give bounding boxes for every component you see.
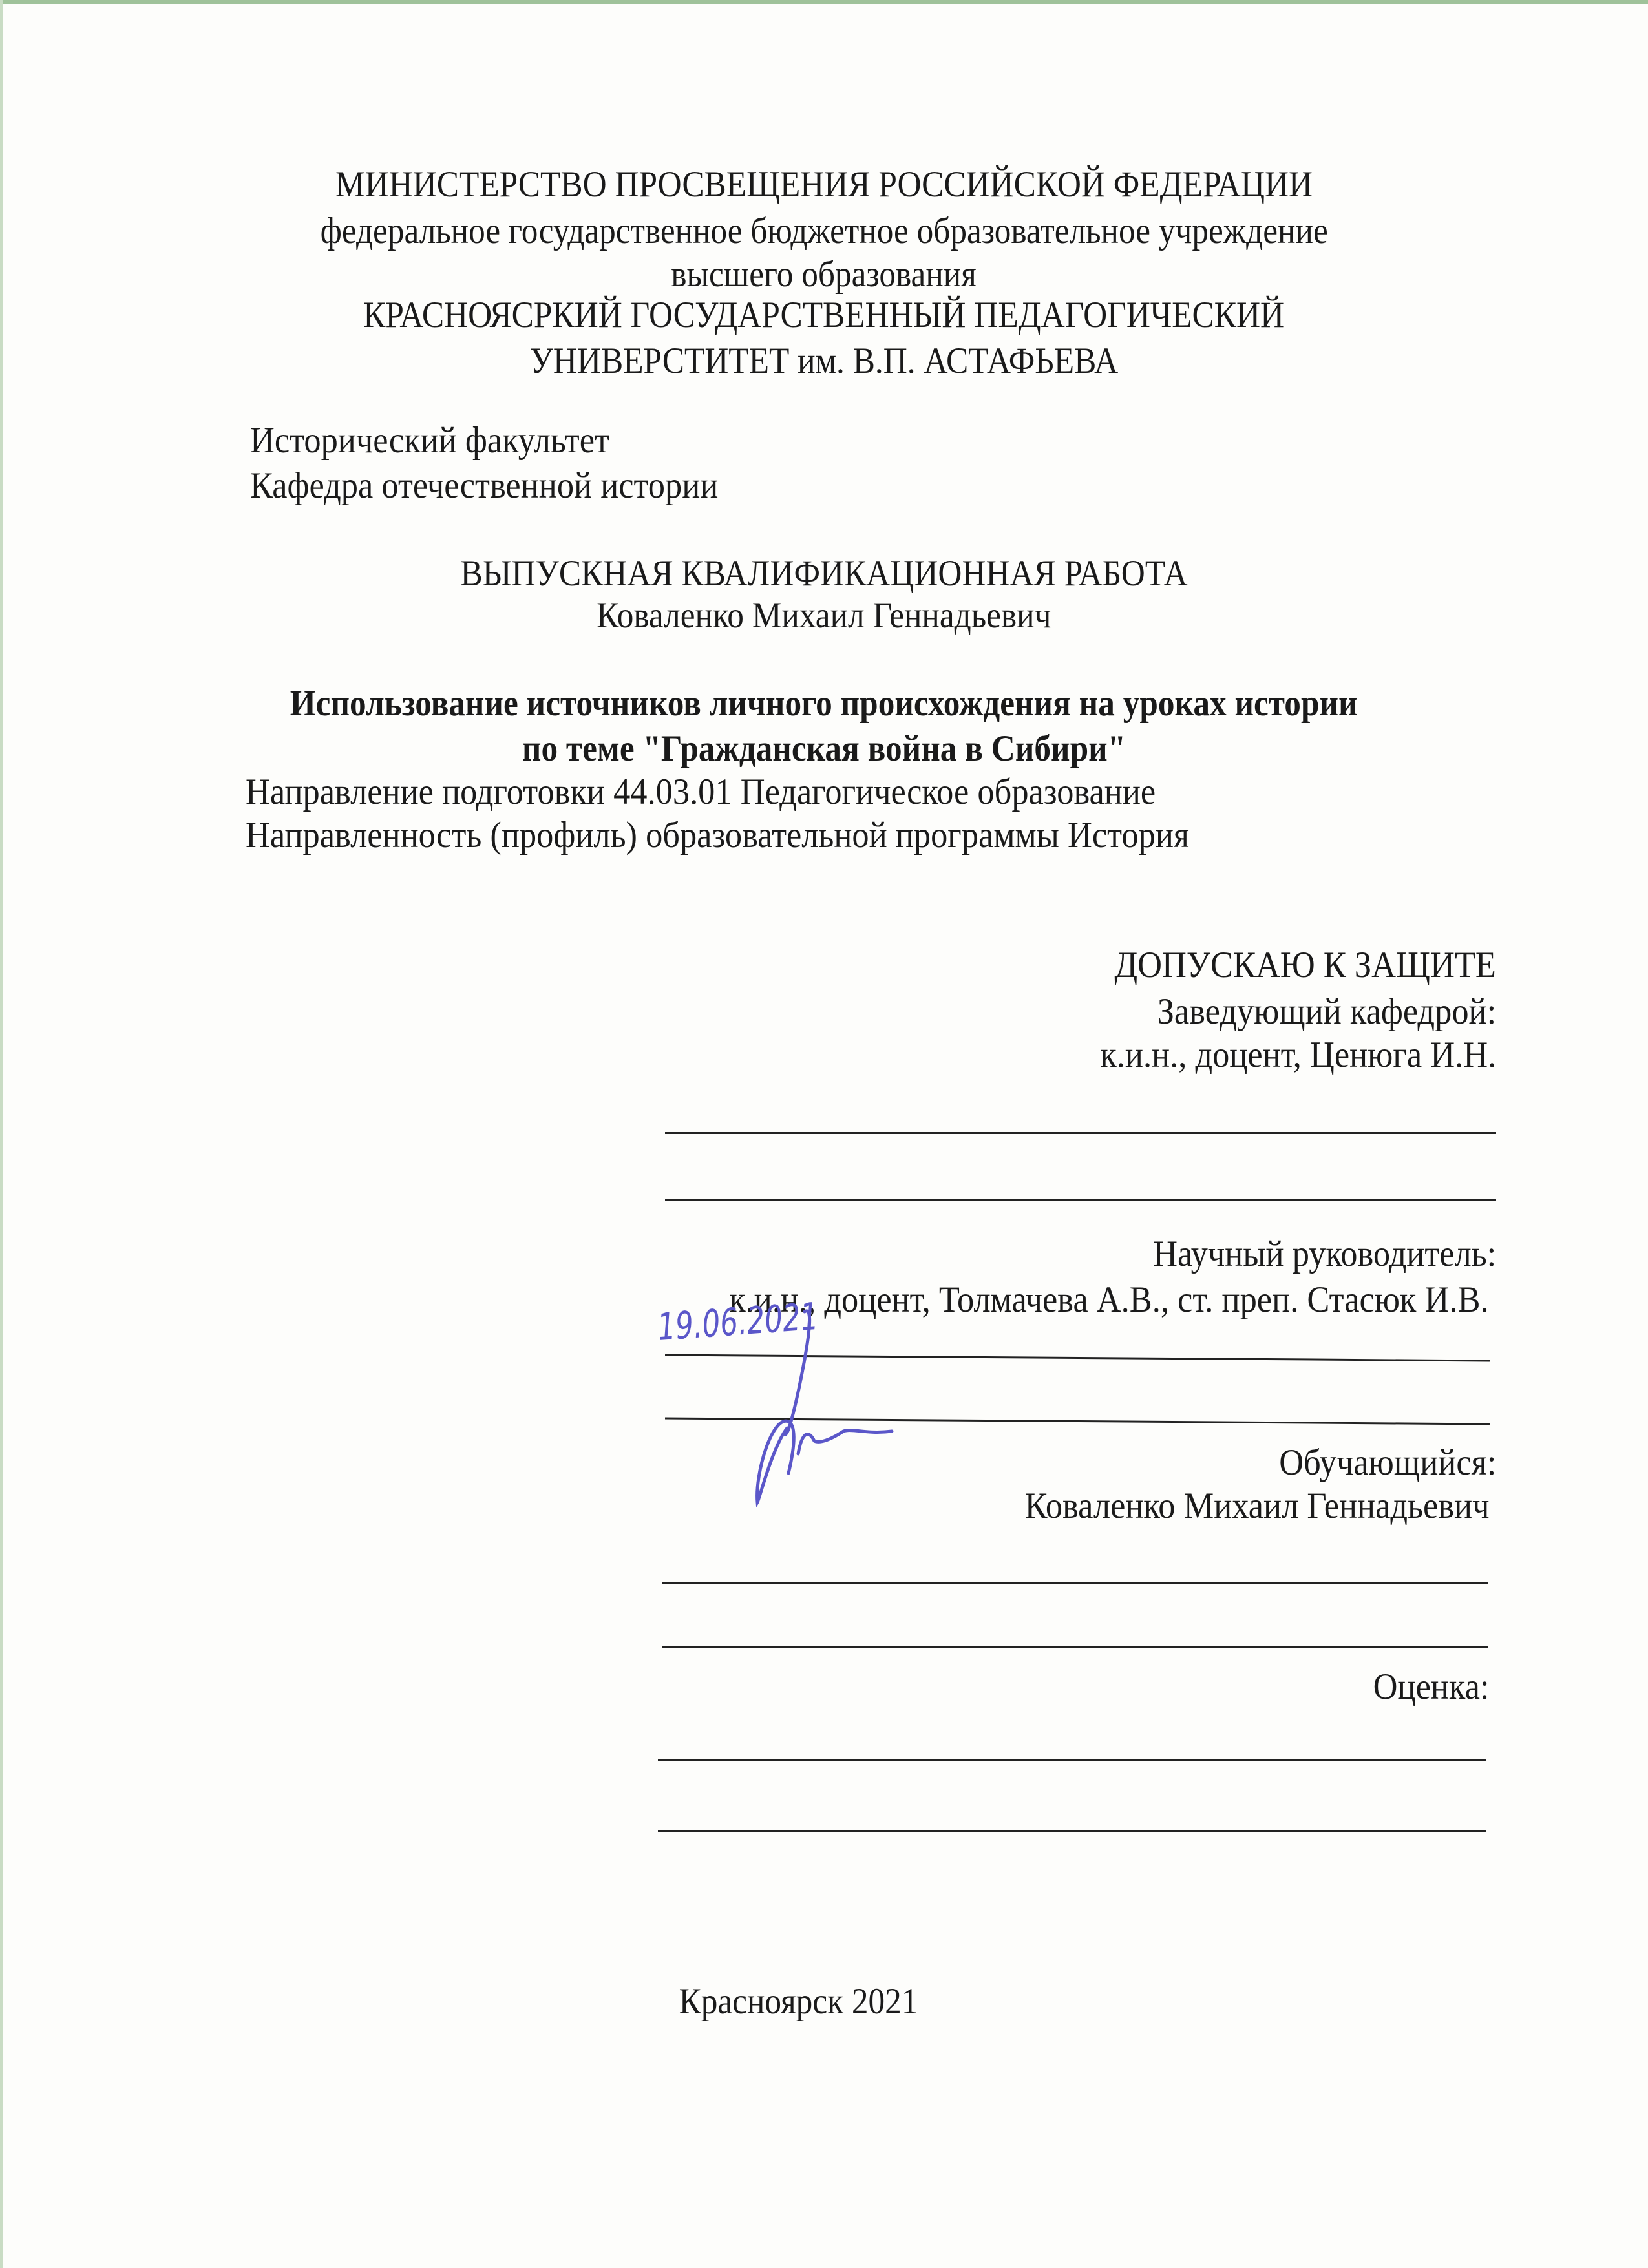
institution-type-2: высшего образования (671, 254, 977, 295)
signature-line (662, 1646, 1488, 1648)
city-year: Красноярск 2021 (679, 1981, 918, 2022)
author: Коваленко Михаил Геннадьевич (597, 595, 1051, 636)
grade-label: Оценка: (1373, 1666, 1489, 1707)
signature-line (665, 1199, 1496, 1201)
approval-heading: ДОПУСКАЮ К ЗАЩИТЕ (1114, 945, 1496, 985)
head-name: к.и.н., доцент, Ценюга И.Н. (1100, 1034, 1496, 1075)
supervisor-name: к.и.н., доцент, Толмачева А.В., ст. преп. Стасюк И.В. (729, 1279, 1489, 1320)
signature-line (662, 1582, 1488, 1584)
department: Кафедра отечественной истории (250, 465, 719, 506)
ministry-heading: МИНИСТЕРСТВО ПРОСВЕЩЕНИЯ РОССИЙСКОЙ ФЕДЕРАЦИИ (335, 164, 1313, 205)
direction: Направление подготовки 44.03.01 Педагогическое образование (246, 772, 1156, 812)
grade-line (658, 1759, 1486, 1761)
grade-line (658, 1830, 1486, 1832)
profile: Направленность (профиль) образовательной программы История (246, 815, 1190, 856)
university-name: КРАСНОЯСРКИЙ ГОСУДАРСТВЕННЫЙ ПЕДАГОГИЧЕСКИЙ (363, 295, 1285, 335)
work-type: ВЫПУСКНАЯ КВАЛИФИКАЦИОННАЯ РАБОТА (460, 553, 1188, 594)
handwritten-signature (711, 1305, 969, 1512)
student-label: Обучающийся: (1278, 1442, 1496, 1483)
faculty: Исторический факультет (250, 420, 609, 461)
signature-line (665, 1132, 1496, 1134)
thesis-title: Использование источников личного происхождения на уроках истории (290, 683, 1358, 724)
supervisor-label: Научный руководитель: (1152, 1234, 1496, 1274)
scan-edge (0, 0, 1648, 4)
thesis-title-2: по теме "Гражданская война в Сибири" (522, 728, 1126, 769)
institution-type: федеральное государственное бюджетное образовательное учреждение (320, 211, 1328, 251)
signature-date: 19.06.2021 (656, 1294, 820, 1349)
university-name-2: УНИВЕРСТИТЕТ им. В.П. АСТАФЬЕВА (529, 341, 1119, 381)
student-name: Коваленко Михаил Геннадьевич (1024, 1486, 1489, 1526)
head-label: Заведующий кафедрой: (1157, 991, 1496, 1032)
